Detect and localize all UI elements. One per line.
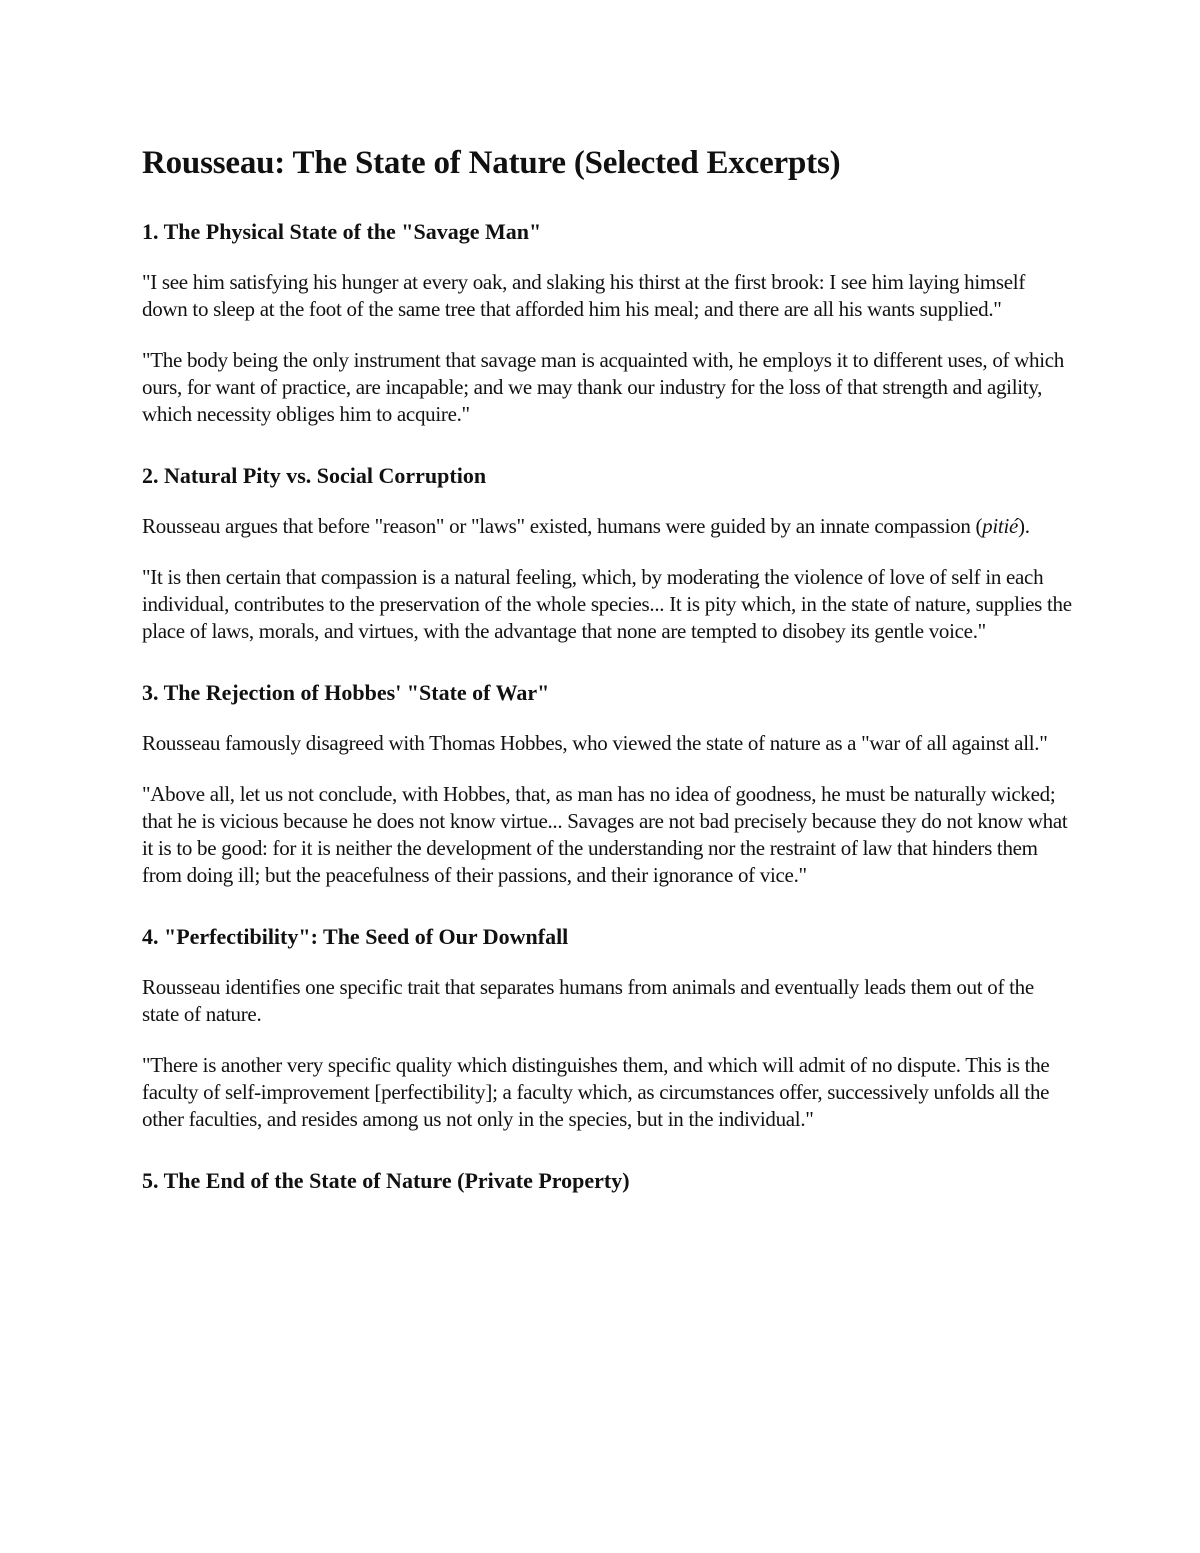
quote-paragraph: "Above all, let us not conclude, with Hobbes, that, as man has no idea of goodness, he must be naturally wicked; that he is vicious because he does not know virtue... Savages are not bad precisely because they do not know what it is to be good: for it is neither the development of the understanding nor the restraint of law that hinders them from doing ill; but the peacefulness of their passions, and their ignorance of vice." (142, 782, 1068, 887)
intro-paragraph: Rousseau famously disagreed with Thomas Hobbes, who viewed the state of nature as a "war of all against all." (142, 731, 1048, 755)
section-heading: 5. The End of the State of Nature (Private Property) (142, 1168, 630, 1193)
quote-paragraph: "The body being the only instrument that savage man is acquainted with, he employs it to different uses, of which ours, for want of practice, are incapable; and we may thank our industry for the loss of that strength and agility, which necessity obliges him to acquire." (142, 348, 1064, 426)
intro-paragraph (142, 513, 1072, 540)
section-heading: 2. Natural Pity vs. Social Corruption (142, 463, 487, 488)
section-natural-pity (142, 462, 1072, 645)
quote-paragraph: "There is another very specific quality which distinguishes them, and which will admit of no dispute. This is the faculty of self-improvement [perfectibility]; a faculty which, as circumstances offer, successively unfolds all the other faculties, and resides among us not only in the species, but in the individual." (142, 1053, 1050, 1131)
intro-paragraph: Rousseau identifies one specific trait that separates humans from animals and eventually leads them out of the state of nature. (142, 975, 1034, 1026)
section-heading: 1. The Physical State of the "Savage Man" (142, 219, 542, 244)
intro-text: Rousseau argues that before "reason" or "laws" existed, humans were guided by an innate compassion ( (142, 514, 983, 538)
section-heading: 4. "Perfectibility": The Seed of Our Downfall (142, 924, 569, 949)
intro-text-end: ). (1018, 514, 1030, 538)
section-private-property (142, 1167, 1072, 1195)
document-page (142, 143, 1072, 1229)
section-heading: 3. The Rejection of Hobbes' "State of War" (142, 680, 550, 705)
italic-term: pitié (982, 514, 1018, 538)
section-perfectibility (142, 923, 1072, 1133)
quote-paragraph: "It is then certain that compassion is a natural feeling, which, by moderating the violence of love of self in each individual, contributes to the preservation of the whole species... It is pity which, in the state of nature, supplies the place of laws, morals, and virtues, with the advantage that none are tempted to disobey its gentle voice." (142, 565, 1072, 643)
quote-paragraph: "I see him satisfying his hunger at every oak, and slaking his thirst at the first brook: I see him laying himself down to sleep at the foot of the same tree that afforded him his meal; and there are all his wants supplied." (142, 270, 1026, 321)
document-title: Rousseau: The State of Nature (Selected Excerpts) (142, 145, 841, 181)
section-physical-state (142, 218, 1072, 428)
section-rejection-hobbes (142, 679, 1072, 889)
